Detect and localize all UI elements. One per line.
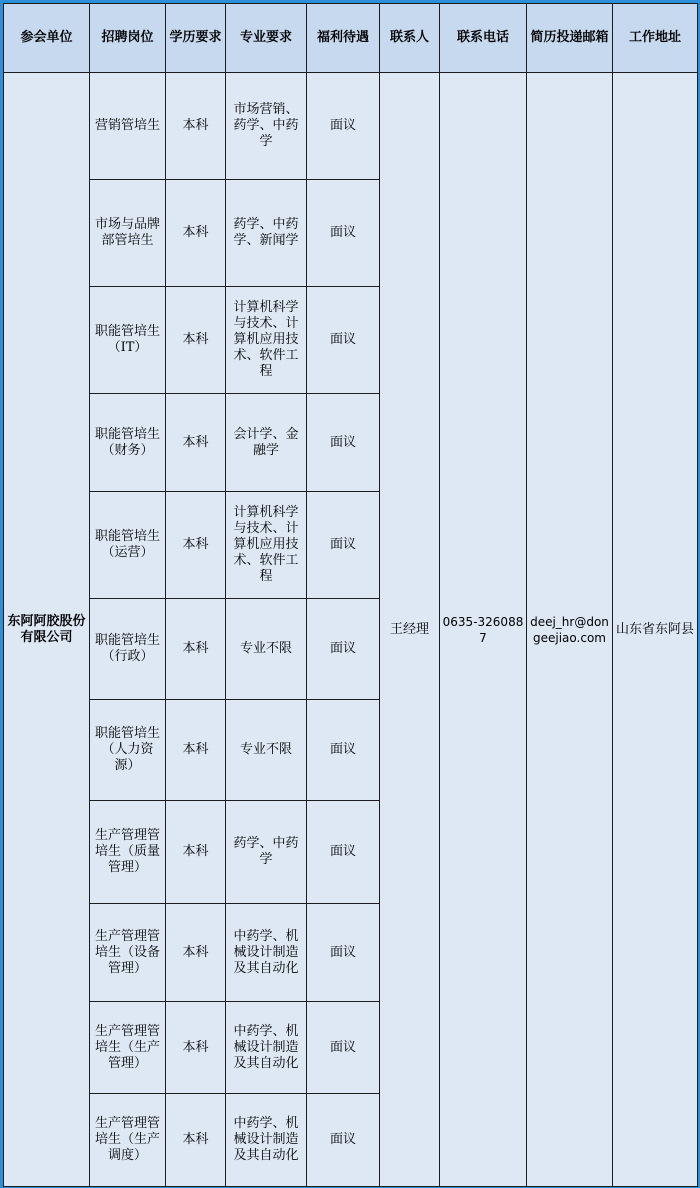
welfare-cell: 面议 <box>307 1094 380 1187</box>
header-phone: 联系电话 <box>440 4 527 73</box>
education-cell: 本科 <box>166 904 226 1002</box>
position-cell: 营销管培生 <box>90 73 166 180</box>
major-cell: 药学、中药学、新闻学 <box>226 180 307 287</box>
header-contact: 联系人 <box>380 4 440 73</box>
header-welfare: 福利待遇 <box>307 4 380 73</box>
contact-phone: 0635-3260887 <box>440 73 527 1187</box>
header-email: 简历投递邮箱 <box>527 4 613 73</box>
position-cell: 职能管培生（人力资源） <box>90 700 166 801</box>
major-cell: 会计学、金融学 <box>226 394 307 492</box>
position-cell: 职能管培生（财务） <box>90 394 166 492</box>
header-address: 工作地址 <box>613 4 698 73</box>
major-cell: 市场营销、药学、中药学 <box>226 73 307 180</box>
position-cell: 生产管理管培生（生产调度） <box>90 1094 166 1187</box>
major-cell: 中药学、机械设计制造及其自动化 <box>226 1094 307 1187</box>
welfare-cell: 面议 <box>307 73 380 180</box>
position-cell: 生产管理管培生（质量管理） <box>90 801 166 904</box>
major-cell: 专业不限 <box>226 700 307 801</box>
recruitment-table <box>3 3 698 1187</box>
major-cell: 药学、中药学 <box>226 801 307 904</box>
major-cell: 中药学、机械设计制造及其自动化 <box>226 1002 307 1094</box>
table-row <box>4 73 698 180</box>
welfare-cell: 面议 <box>307 492 380 599</box>
education-cell: 本科 <box>166 1094 226 1187</box>
welfare-cell: 面议 <box>307 180 380 287</box>
header-company: 参会单位 <box>4 4 90 73</box>
welfare-cell: 面议 <box>307 287 380 394</box>
education-cell: 本科 <box>166 394 226 492</box>
position-cell: 生产管理管培生（设备管理） <box>90 904 166 1002</box>
welfare-cell: 面议 <box>307 1002 380 1094</box>
welfare-cell: 面议 <box>307 904 380 1002</box>
header-education: 学历要求 <box>166 4 226 73</box>
contact-person: 王经理 <box>380 73 440 1187</box>
company-name: 东阿阿胶股份有限公司 <box>4 73 90 1187</box>
position-cell: 职能管培生（行政） <box>90 599 166 700</box>
major-cell: 专业不限 <box>226 599 307 700</box>
welfare-cell: 面议 <box>307 700 380 801</box>
position-cell: 市场与品牌部管培生 <box>90 180 166 287</box>
education-cell: 本科 <box>166 287 226 394</box>
education-cell: 本科 <box>166 599 226 700</box>
welfare-cell: 面议 <box>307 599 380 700</box>
education-cell: 本科 <box>166 1002 226 1094</box>
header-position: 招聘岗位 <box>90 4 166 73</box>
education-cell: 本科 <box>166 492 226 599</box>
welfare-cell: 面议 <box>307 801 380 904</box>
major-cell: 计算机科学与技术、计算机应用技术、软件工程 <box>226 287 307 394</box>
resume-email: deej_hr@dongeejiao.com <box>527 73 613 1187</box>
position-cell: 职能管培生（IT） <box>90 287 166 394</box>
header-row <box>4 4 698 73</box>
work-address: 山东省东阿县 <box>613 73 698 1187</box>
position-cell: 职能管培生（运营） <box>90 492 166 599</box>
education-cell: 本科 <box>166 700 226 801</box>
table-body <box>4 73 698 1187</box>
major-cell: 计算机科学与技术、计算机应用技术、软件工程 <box>226 492 307 599</box>
major-cell: 中药学、机械设计制造及其自动化 <box>226 904 307 1002</box>
welfare-cell: 面议 <box>307 394 380 492</box>
position-cell: 生产管理管培生（生产管理） <box>90 1002 166 1094</box>
header-major: 专业要求 <box>226 4 307 73</box>
education-cell: 本科 <box>166 73 226 180</box>
education-cell: 本科 <box>166 801 226 904</box>
education-cell: 本科 <box>166 180 226 287</box>
